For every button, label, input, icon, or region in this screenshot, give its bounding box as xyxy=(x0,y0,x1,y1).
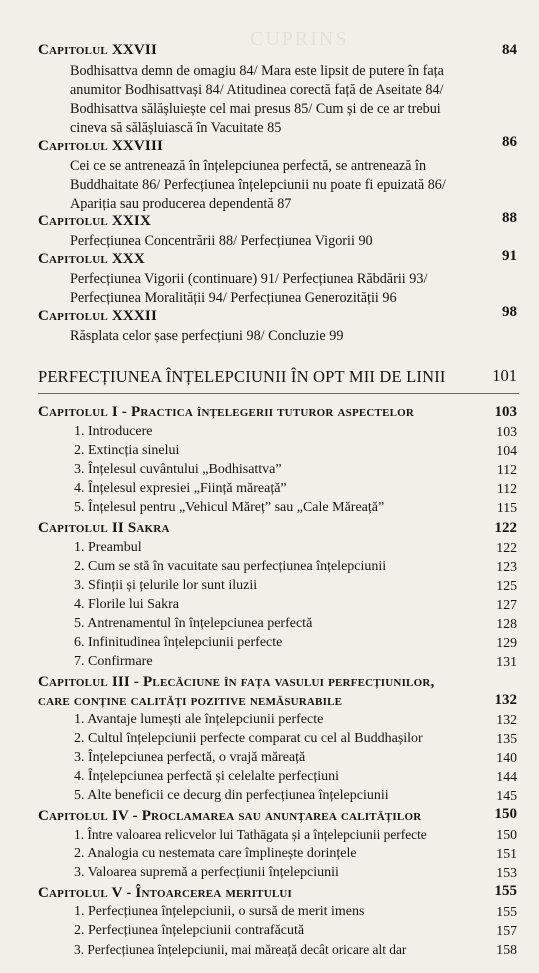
list-item-page: 123 xyxy=(496,559,517,574)
chapter-page: 155 xyxy=(494,883,517,899)
list-item: 6. Infinitudinea înțelepciunii perfecte xyxy=(74,635,283,650)
chapter-description: Buddhaitate 86/ Perfecțiunea înțelepciunii nu poate fi epuizată 86/ xyxy=(70,177,446,193)
chapter-title: Capitolul V - Întoarcerea meritului xyxy=(38,885,293,901)
list-item: 5. Alte beneficii ce decurg din perfecțiunea înțelepciunii xyxy=(74,788,389,803)
chapter-description: cineva să sălășluiască în Vacuitate 85 xyxy=(70,120,282,136)
chapter-description: anumitor Bodhisattvași 84/ Atitudinea corectă față de Aseitate 84/ xyxy=(70,82,444,98)
chapter-title: Capitolul IV - Proclamarea sau anunțarea calităților xyxy=(38,808,422,824)
chapter-title: Capitolul XXX xyxy=(38,251,145,267)
list-item: 4. Înțelesul expresiei „Ființă măreață” xyxy=(74,481,287,496)
chapter-description: Apariția sau producerea dependentă 87 xyxy=(70,196,292,212)
list-item-page: 131 xyxy=(496,654,517,669)
chapter-title: Capitolul III - Plecăciune în fața vasului perfecțiunilor, xyxy=(38,674,435,690)
chapter-title: Capitolul XXIX xyxy=(38,213,151,229)
list-item: 7. Confirmare xyxy=(74,654,153,669)
chapter-title: Capitolul I - Practica înțelegerii tuturor aspectelor xyxy=(38,404,415,420)
chapter-description: Răsplata celor șase perfecțiuni 98/ Concluzie 99 xyxy=(70,328,344,344)
list-item: 3. Valoarea supremă a perfecțiunii înțelepciunii xyxy=(74,865,339,880)
chapter-description: Perfecțiunea Moralității 94/ Perfecțiunea Generozității 96 xyxy=(70,290,397,306)
chapter-title: Capitolul XXXII xyxy=(38,308,158,324)
chapter-page: 88 xyxy=(502,210,517,226)
list-item: 5. Înțelesul pentru „Vehicul Măreț” sau „Cale Măreață” xyxy=(74,500,385,515)
list-item-page: 122 xyxy=(496,540,517,555)
list-item: 2. Perfecțiunea înțelepciunii contrafăcută xyxy=(74,923,305,938)
chapter-page: 150 xyxy=(494,806,517,822)
list-item: 3. Înțelesul cuvântului „Bodhisattva” xyxy=(74,462,282,477)
chapter-page: 132 xyxy=(494,692,517,708)
chapter-page: 91 xyxy=(502,248,517,264)
list-item: 4. Înțelepciunea perfectă și celelalte perfecțiuni xyxy=(74,769,340,784)
list-item-page: 125 xyxy=(496,578,517,593)
list-item-page: 112 xyxy=(496,462,517,477)
section-page: 101 xyxy=(492,366,517,385)
chapter-description: Bodhisattva demn de omagiu 84/ Mara este lipsit de putere în fața xyxy=(70,63,444,79)
chapter-page: 103 xyxy=(494,404,517,420)
chapter-page: 86 xyxy=(502,134,517,150)
list-item-page: 158 xyxy=(496,942,517,957)
list-item: 3. Sfinții și țelurile lor sunt iluzii xyxy=(74,578,258,593)
list-item: 2. Cultul înțelepciunii perfecte comparat cu cel al Buddhașilor xyxy=(74,731,423,746)
chapter-page: 122 xyxy=(494,520,517,536)
list-item-page: 104 xyxy=(496,443,517,458)
chapter-description: Perfecțiunea Vigorii (continuare) 91/ Perfecțiunea Răbdării 93/ xyxy=(70,271,428,287)
section-divider xyxy=(38,393,519,394)
list-item-page: 150 xyxy=(496,827,517,842)
bleed-through-heading: CUPRINS xyxy=(250,28,349,50)
list-item-page: 135 xyxy=(496,731,517,746)
list-item-page: 151 xyxy=(496,846,517,861)
list-item-page: 129 xyxy=(496,635,517,650)
chapter-title-continued: care conține calități pozitive nemăsurabile xyxy=(38,693,343,709)
list-item-page: 127 xyxy=(496,597,517,612)
list-item-page: 153 xyxy=(496,865,517,880)
chapter-title: Capitolul II Sakra xyxy=(38,520,170,536)
list-item-page: 112 xyxy=(496,481,517,496)
list-item-page: 144 xyxy=(496,769,517,784)
list-item-page: 128 xyxy=(496,616,517,631)
list-item: 5. Antrenamentul în înțelepciunea perfectă xyxy=(74,616,313,631)
list-item: 1. Perfecțiunea înțelepciunii, o sursă de merit imens xyxy=(74,904,365,919)
list-item: 3. Înțelepciunea perfectă, o vrajă măreață xyxy=(74,750,306,765)
list-item-page: 132 xyxy=(496,712,517,727)
list-item: 1. Introducere xyxy=(74,424,153,439)
section-title: PERFECȚIUNEA ÎNȚELEPCIUNII ÎN OPT MII DE LINII xyxy=(38,367,446,386)
list-item-page: 103 xyxy=(496,424,517,439)
list-item-page: 145 xyxy=(496,788,517,803)
list-item: 1. Între valoarea relicvelor lui Tathāgata și a înțelepciunii perfecte xyxy=(74,827,427,842)
list-item: 2. Extincția sinelui xyxy=(74,443,180,458)
chapter-title: Capitolul XXVIII xyxy=(38,138,164,154)
list-item: 1. Avantaje lumești ale înțelepciunii perfecte xyxy=(74,712,324,727)
chapter-page: 84 xyxy=(502,42,517,58)
chapter-page: 98 xyxy=(502,304,517,320)
list-item-page: 140 xyxy=(496,750,517,765)
chapter-description: Perfecțiunea Concentrării 88/ Perfecțiunea Vigorii 90 xyxy=(70,233,373,249)
list-item-page: 115 xyxy=(496,500,517,515)
chapter-title: Capitolul XXVII xyxy=(38,42,158,58)
list-item: 2. Analogia cu nestemata care împlinește dorințele xyxy=(74,846,357,861)
chapter-description: Cei ce se antrenează în înțelepciunea perfectă, se antrenează în xyxy=(70,158,427,174)
list-item: 3. Perfecțiunea înțelepciunii, mai măreață decât oricare alt dar xyxy=(74,942,407,957)
list-item-page: 157 xyxy=(496,923,517,938)
chapter-description: Bodhisattva sălășluiește cel mai presus 85/ Cum și de ce ar trebui xyxy=(70,101,441,117)
list-item-page: 155 xyxy=(496,904,517,919)
list-item: 4. Florile lui Sakra xyxy=(74,597,179,612)
list-item: 2. Cum se stă în vacuitate sau perfecțiunea înțelepciunii xyxy=(74,559,387,574)
list-item: 1. Preambul xyxy=(74,540,142,555)
